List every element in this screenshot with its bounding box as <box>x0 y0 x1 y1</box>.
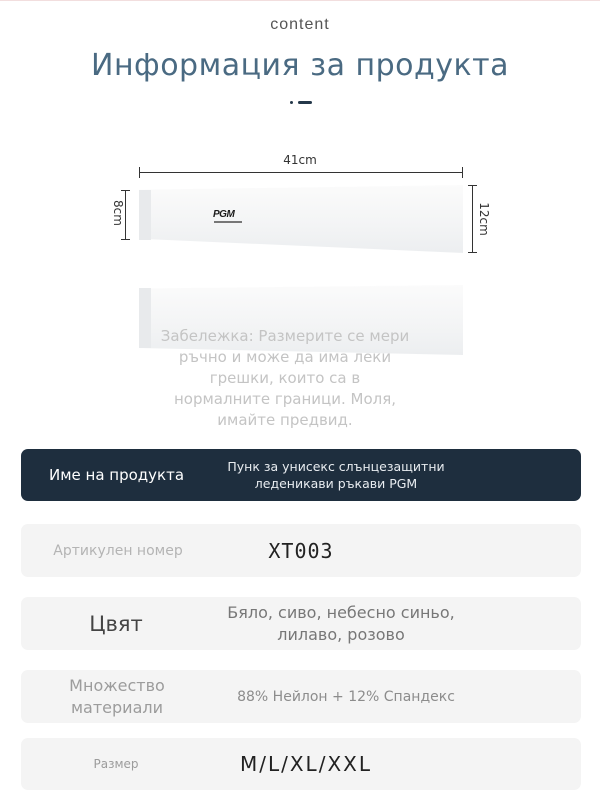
length-dimension-line <box>139 172 463 173</box>
table-row-color <box>21 597 581 650</box>
row-value: Пунк за унисекс слънцезащитни леденикави ръкави PGM <box>227 459 445 491</box>
row-value: M/L/XL/XXL <box>239 752 372 776</box>
table-row-article-number <box>21 524 581 577</box>
left-width-dimension-label: 8cm <box>111 200 125 226</box>
row-label: Име на продукта <box>49 466 185 484</box>
right-width-dimension-line <box>472 185 473 253</box>
sleeve-cuff-front <box>139 190 151 240</box>
sleeve-cuff-back <box>139 288 151 348</box>
top-divider <box>0 0 600 1</box>
table-row-size <box>21 738 581 790</box>
table-row-material <box>21 670 581 723</box>
row-value: 88% Нейлон + 12% Спандекс <box>237 688 455 705</box>
row-value: Бяло, сиво, небесно синьо, лилаво, розово <box>227 602 455 644</box>
row-label: Артикулен номер <box>53 542 183 559</box>
row-label: Размер <box>93 757 139 771</box>
section-subtitle: content <box>270 16 330 33</box>
left-width-dimension-line <box>125 190 126 240</box>
sleeve-image-front <box>139 185 463 253</box>
measurement-note: Забележка: Размерите се мери ръчно и може да има леки грешки, които са в нормалните граници. Моля, имайте предвид. <box>160 327 410 429</box>
brand-logo: PGM <box>213 209 235 220</box>
right-width-dimension-label: 12cm <box>477 202 491 236</box>
decoration-dot <box>290 101 293 104</box>
table-row-product-name <box>21 449 581 501</box>
length-dimension-label: 41cm <box>283 153 317 167</box>
row-label: Цвят <box>89 611 143 636</box>
brand-logo-tagline <box>214 221 242 223</box>
row-label: Множество материали <box>69 675 165 717</box>
row-value: XT003 <box>268 538 334 563</box>
page-title: Информация за продукта <box>91 48 509 83</box>
decoration-bar <box>298 101 312 104</box>
